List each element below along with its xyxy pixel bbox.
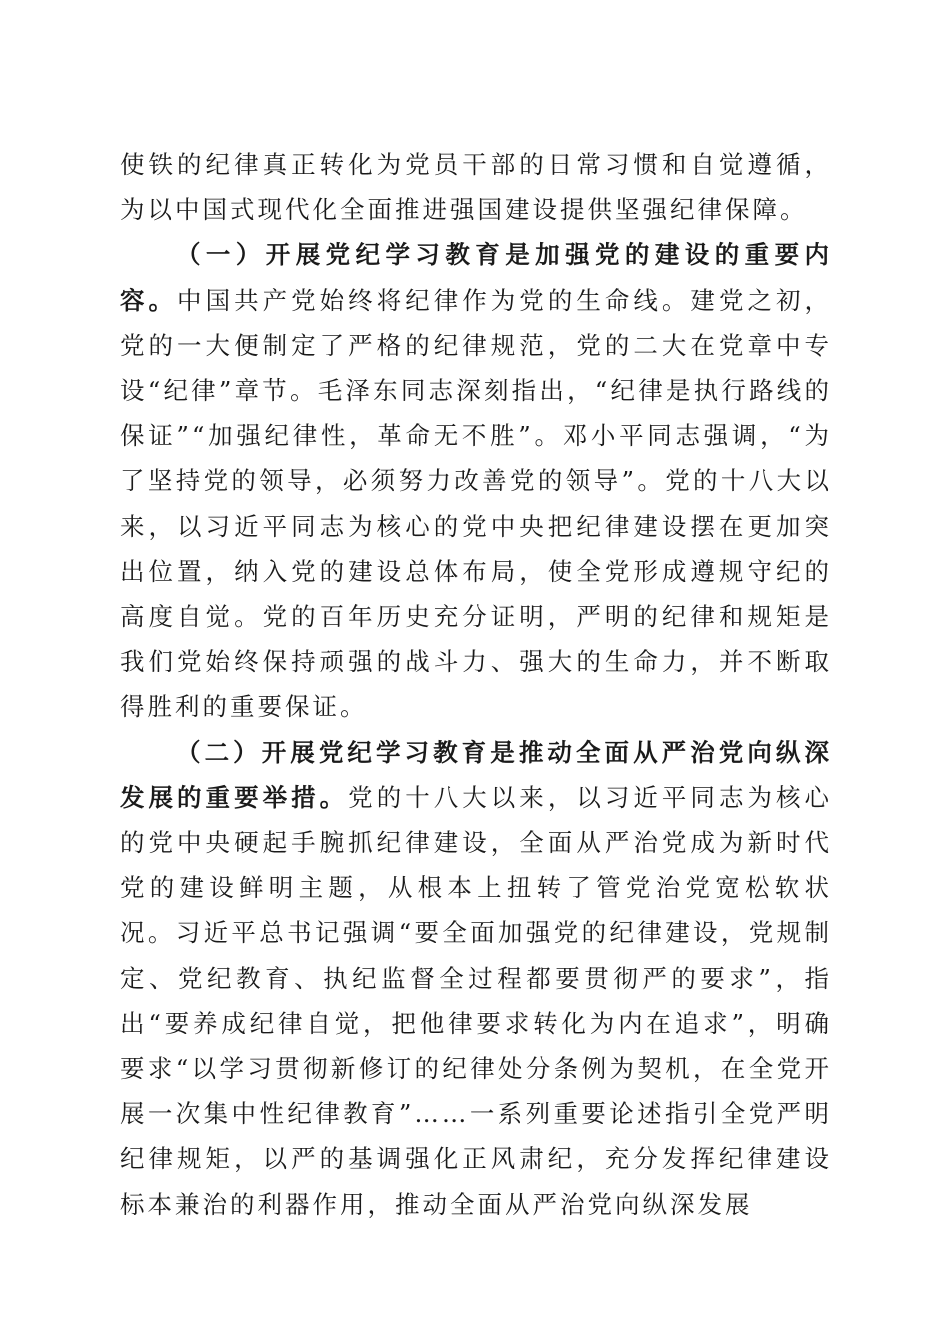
- document-body: [120, 142, 832, 1227]
- section-2-heading: （二）开展党纪学习教育是推动全面从严治党向纵深发展的重要举措。: [120, 737, 832, 812]
- paragraph-section-2: [120, 730, 832, 1227]
- section-1-body: 中国共产党始终将纪律作为党的生命线。建党之初，党的一大便制定了严格的纪律规范，党的二大在党章中专设“纪律”章节。毛泽东同志深刻指出，“纪律是执行路线的保证”“加强纪律性，革命无不胜”。邓小平同志强调，“为了坚持党的领导，必须努力改善党的领导”。党的十八大以来，以习近平同志为核心的党中央把纪律建设摆在更加突出位置，纳入党的建设总体布局，使全党形成遵规守纪的高度自觉。党的百年历史充分证明，严明的纪律和规矩是我们党始终保持顽强的战斗力、强大的生命力，并不断取得胜利的重要保证。: [120, 285, 833, 722]
- section-1-heading: （一）开展党纪学习教育是加强党的建设的重要内容。: [120, 240, 832, 315]
- paragraph-section-1: [120, 232, 832, 729]
- section-2-body: 党的十八大以来，以习近平同志为核心的党中央硬起手腕抓纪律建设，全面从严治党成为新时代党的建设鲜明主题，从根本上扭转了管党治党宽松软状况。习近平总书记强调“要全面加强党的纪律建设，党规制定、党纪教育、执纪监督全过程都要贯彻严的要求”，指出“要养成纪律自觉，把他律要求转化为内在追求”，明确要求“以学习贯彻新修订的纪律处分条例为契机，在全党开展一次集中性纪律教育”……一系列重要论述指引全党严明纪律规矩，以严的基调强化正风肃纪，充分发挥纪律建设标本兼治的利器作用，推动全面从严治党向纵深发展: [120, 782, 833, 1219]
- paragraph-continuation: 使铁的纪律真正转化为党员干部的日常习惯和自觉遵循，为以中国式现代化全面推进强国建设提供坚强纪律保障。: [120, 150, 832, 225]
